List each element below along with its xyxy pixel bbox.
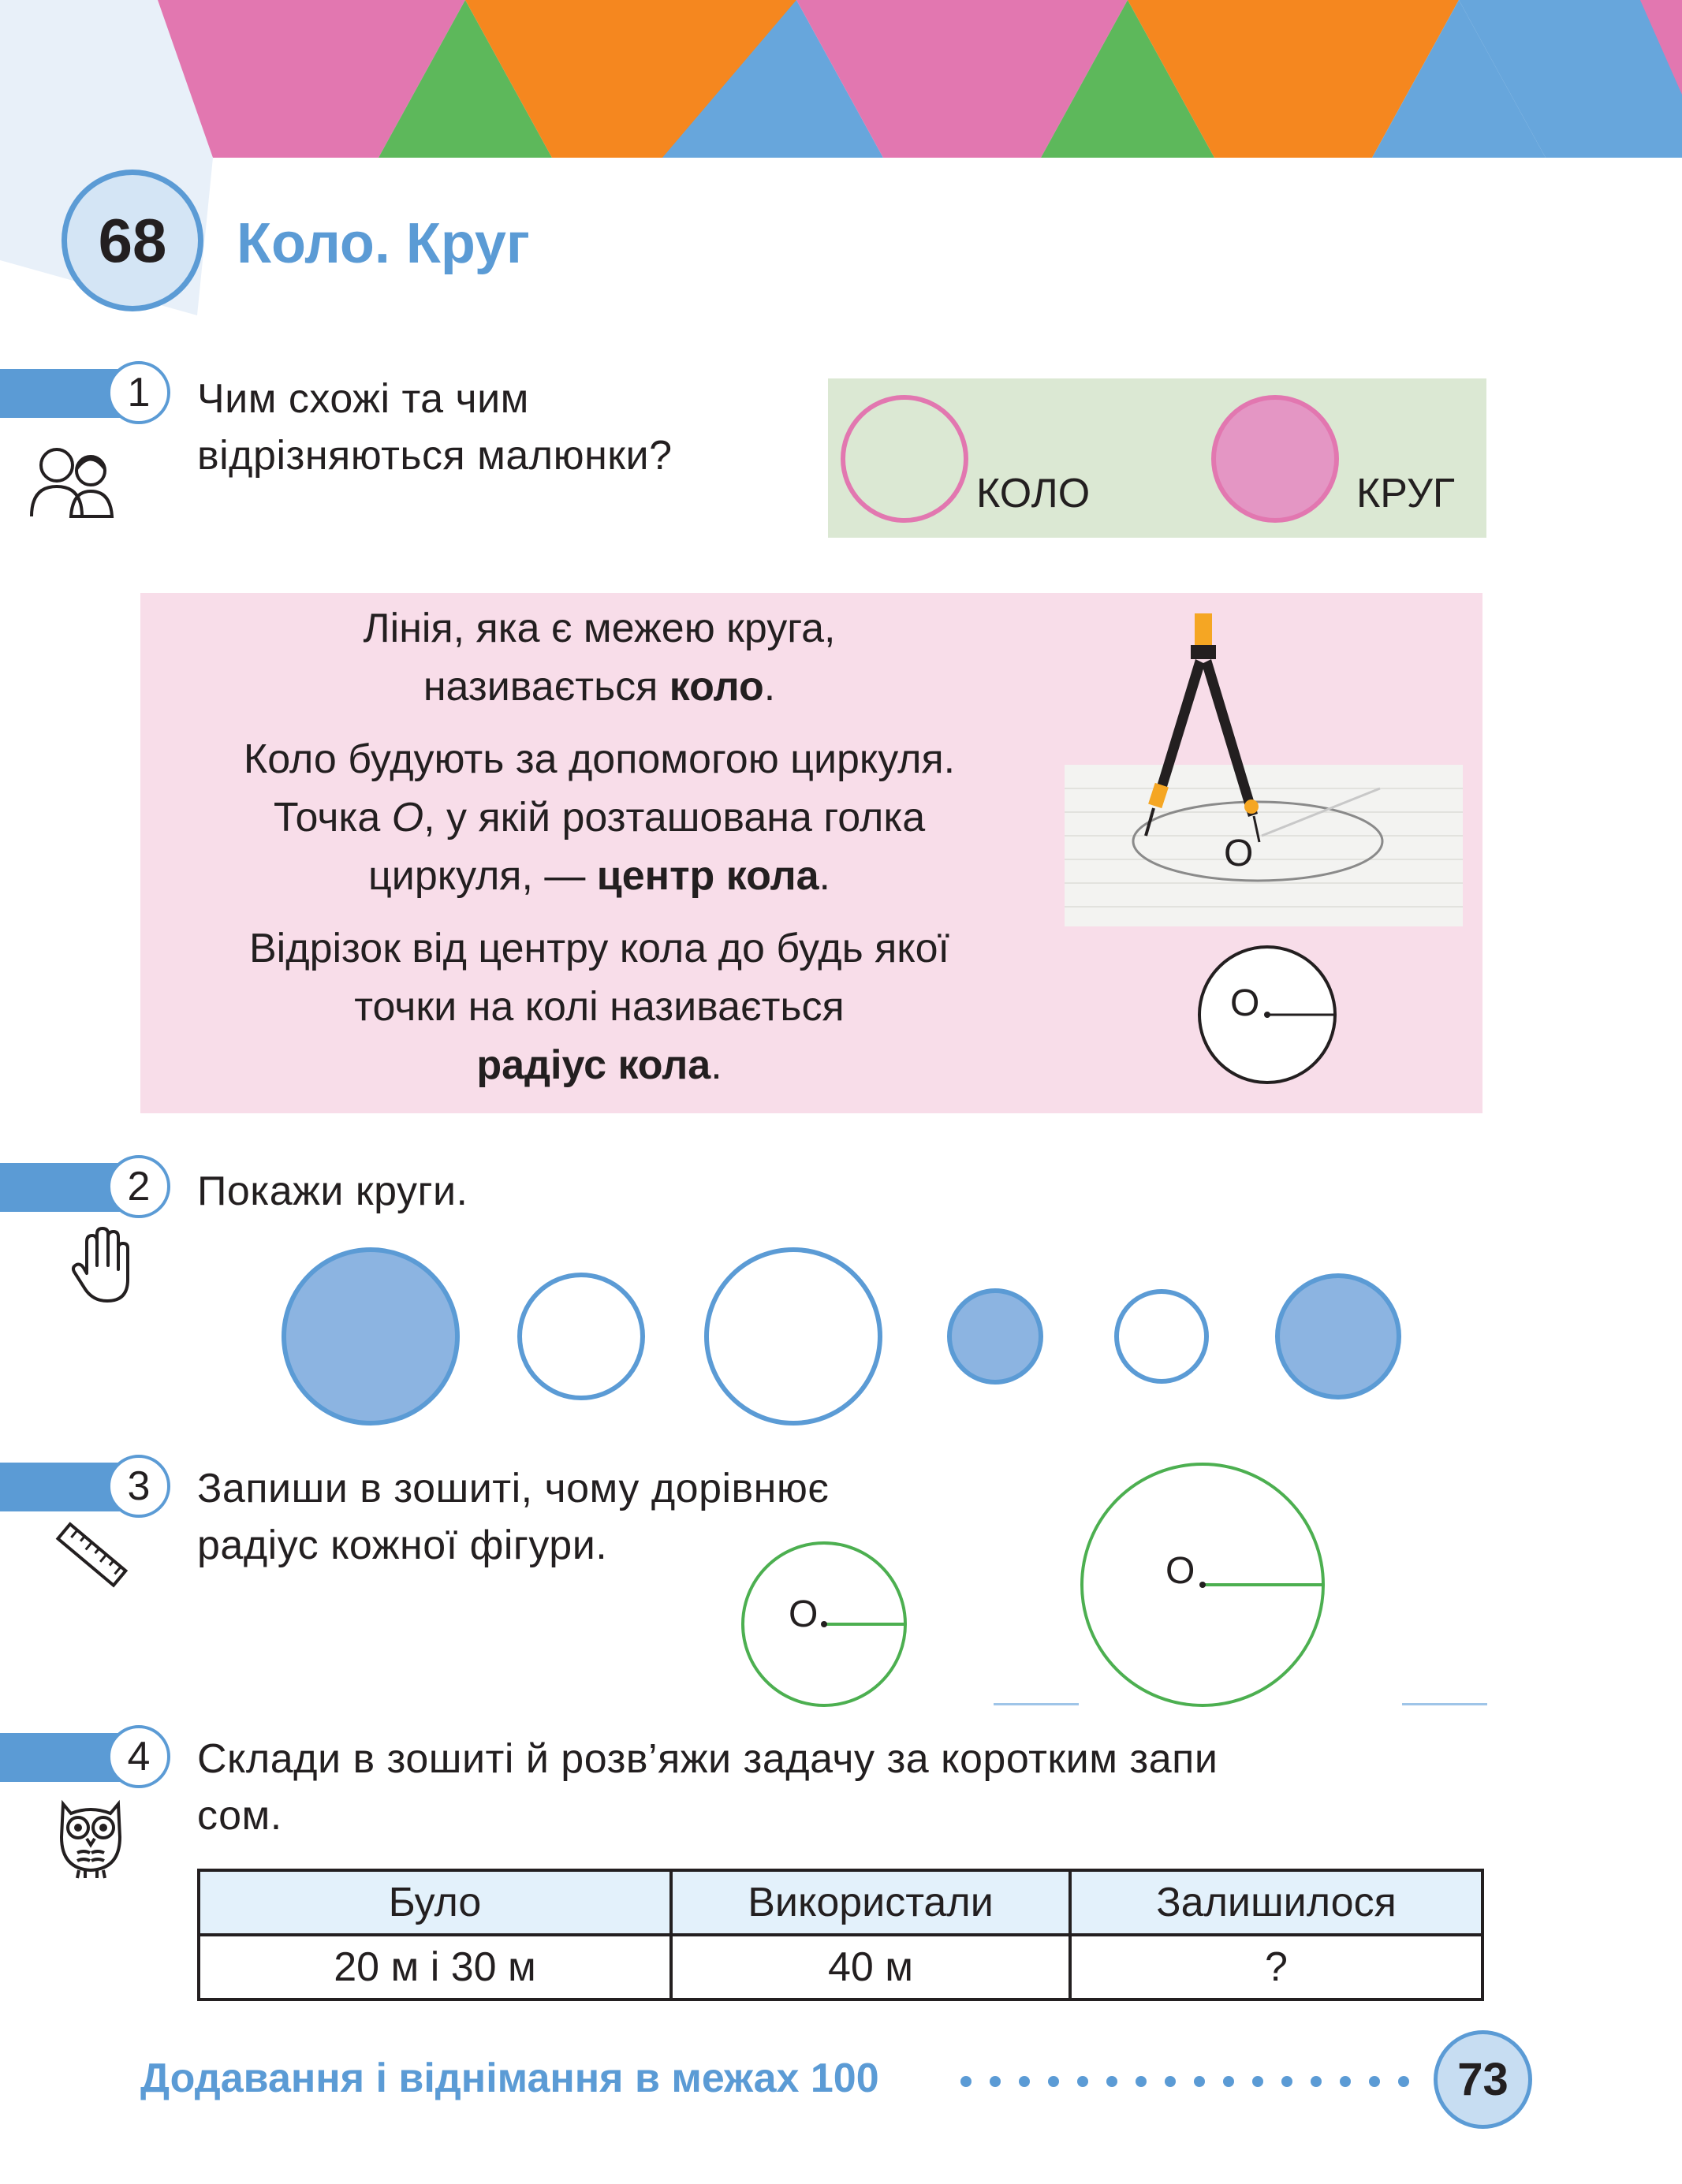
definition-text: Лінія, яка є межею круга, називається коло. Коло будують за допомогою циркуля. Точка О, у якій розташована голка циркуля, — центр кола. Відрізок від центру кола до будь якої точки на колі називається радіус кола.: [243, 606, 956, 1088]
disk-shape-large: [284, 1250, 457, 1423]
task-1-text: Чим схожі та чим відрізняються малюнки?: [197, 376, 673, 479]
task-3-number: 3: [107, 1455, 170, 1518]
disk-shape-small: [949, 1291, 1041, 1382]
task-3-text: Запиши в зошиті, чому дорівнює радіус кожної фігури.: [197, 1466, 830, 1568]
table-cell: 20 м і 30 м: [199, 1935, 671, 2000]
answer-line: [1402, 1703, 1487, 1705]
radius-center-label: О: [1230, 982, 1260, 1024]
answer-line: [994, 1703, 1079, 1705]
radius-illustration: [1195, 942, 1341, 1088]
table-header-cell: Було: [199, 1870, 671, 1935]
hand-icon: [69, 1226, 132, 1305]
page-number: 73: [1434, 2030, 1532, 2129]
compass-center-label: О: [1224, 833, 1254, 874]
table-row: [199, 1935, 1482, 2000]
table-cell: ?: [1070, 1935, 1482, 2000]
lesson-number: 68: [62, 170, 203, 311]
table-header-row: [199, 1870, 1482, 1935]
circle-shape-medium: [520, 1275, 643, 1398]
task-4-text: Склади в зошиті й розв’яжи задачу за коротким запи сом.: [197, 1736, 1218, 1839]
disk-label: КРУГ: [1356, 471, 1456, 516]
compass-illustration: [1065, 607, 1463, 926]
task-3-large-center-label: О: [1165, 1550, 1195, 1592]
task-3-circle-small: [737, 1537, 911, 1711]
task-4-number: 4: [107, 1725, 170, 1788]
disk-filled-figure: [1206, 390, 1344, 528]
task-2-text: Покажи круги.: [197, 1168, 468, 1214]
task-1-number: 1: [107, 361, 170, 424]
task-2-shapes: [268, 1238, 1412, 1435]
table-header-cell: Використали: [671, 1870, 1070, 1935]
table-cell: 40 м: [671, 1935, 1070, 2000]
section-title: Додавання і віднімання в межах 100: [140, 2055, 879, 2101]
table-header-cell: Залишилося: [1070, 1870, 1482, 1935]
decorative-banner: [0, 0, 1682, 158]
task-3-circle-large: [1076, 1459, 1329, 1711]
dotted-leader: [958, 2072, 1431, 2091]
owl-icon: [54, 1790, 129, 1884]
circle-outline-figure: [836, 390, 974, 528]
short-record-table: [197, 1869, 1484, 2001]
task-3-small-center-label: О: [789, 1593, 819, 1635]
pair-work-icon: [24, 438, 122, 524]
disk-shape-medium: [1277, 1276, 1399, 1397]
task-2-number: 2: [107, 1155, 170, 1218]
circle-shape-small: [1117, 1291, 1206, 1381]
ruler-icon: [54, 1518, 129, 1593]
circle-label: КОЛО: [976, 471, 1091, 516]
circle-shape-large: [707, 1250, 880, 1423]
lesson-title: Коло. Круг: [237, 212, 530, 275]
